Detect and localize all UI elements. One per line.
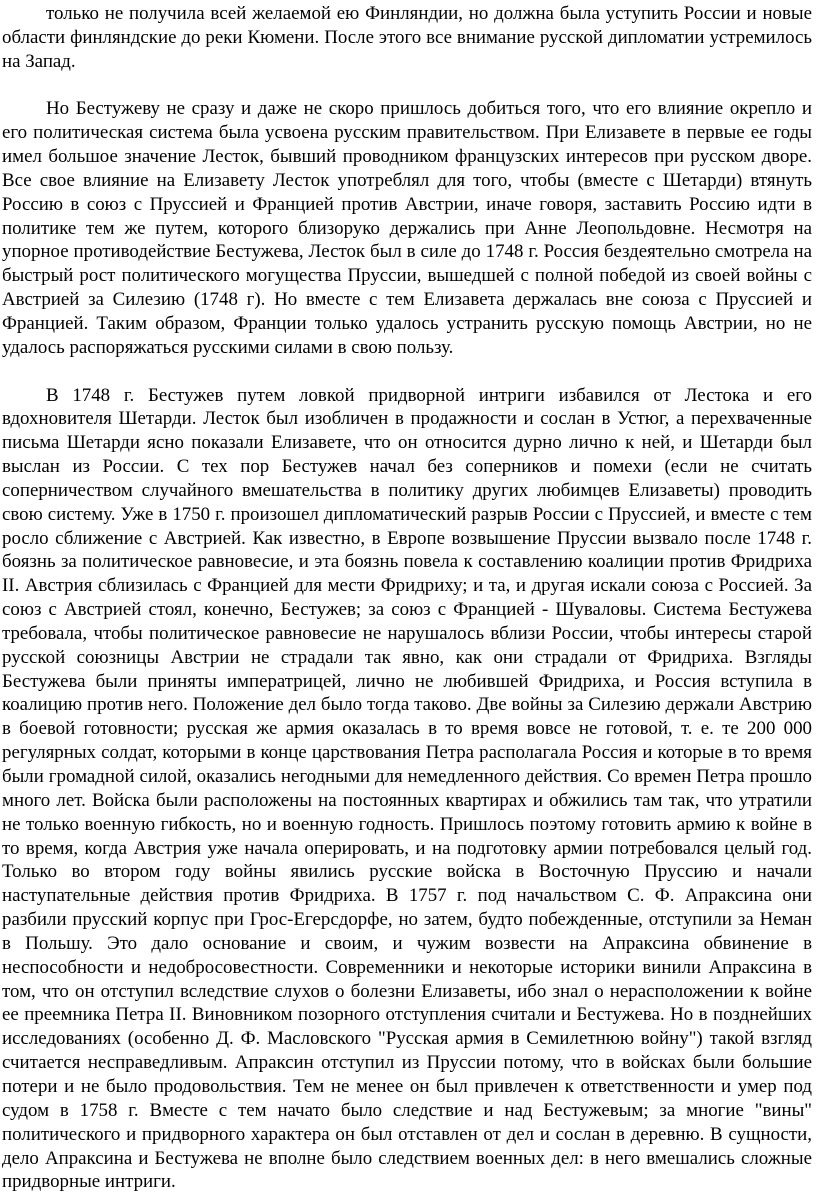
paragraph-1748: В 1748 г. Бестужев путем ловкой придворной интриги избавился от Лестока и его вдохновителя Шетарди. Лесток был изобличен в продажности и сослан в Устюг, а перехваченные письма Шетарди ясно показали Елизавете, что он относится дурно лично к ней, и Шетарди был выслан из России. С тех пор Бестужев начал без соперников и помехи (если не считать соперничеством случайного вмешательства в политику других любимцев Елизаветы) проводить свою систему. Уже в 1750 г. произошел дипломатический разрыв России с Пруссией, и вместе с тем росло сближение с Австрией. Как известно, в Европе возвышение Пруссии вызвало после 1748 г. боязнь за политическое равновесие, и эта боязнь повела к составлению коалиции против Фридриха II. Австрия сблизилась с Францией для мести Фридриху; и та, и другая искали союза с Россией. За союз с Австрией стоял, конечно, Бестужев; за союз с Францией - Шуваловы. Система Бестужева требовала, чтобы политическое равновесие не нарушалось вблизи России, чтобы интересы старой русской союзницы Австрии не страдали так явно, как они страдали от Фридриха. Взгляды Бестужева были приняты императрицей, лично не любившей Фридриха, и Россия вступила в коалицию против него. Положение дел было тогда таково. Две войны за Силезию держали Австрию в боевой готовности; русская же армия оказалась в то время вовсе не готовой, т. е. те 200 000 регулярных солдат, которыми в конце царствования Петра располагала Россия и которые в то время были громадной силой, оказались негодными для немедленного действия. Со времен Петра прошло много лет. Войска были расположены на постоянных квартирах и обжились там так, что утратили не только военную гибкость, но и военную годность. Пришлось поэтому готовить армию к войне в то время, когда Австрия уже начала оперировать, и на подготовку армии потребовался целый год. Только во втором году войны явились русские войска в Восточную Пруссию и начали наступательные действия против Фридриха. В 1757 г. под начальством С. Ф. Апраксина они разбили прусский корпус при Грос-Егерсдорфе, но затем, будто побежденные, отступили за Неман в Польшу. Это дало основание и своим, и чужим возвести на Апраксина обвинение в неспособности и недобросовестности. Современники и некоторые историки винили Апраксина в том, что он отступил вследствие слухов о болезни Елизаветы, ибо знал о нерасположении к войне ее преемника Петра II. Виновником позорного отступления считали и Бестужева. Но в позднейших исследованиях (особенно Д. Ф. Масловского "Русская армия в Семилетнюю войну") такой взгляд считается несправедливым. Апраксин отступил из Пруссии потому, что в войсках были большие потери и не было продовольствия. Тем не менее он был привлечен к ответственности и умер под судом в 1758 г. Вместе с тем начато было следствие и над Бестужевым; за многие "вины" политического и придворного характера он был отставлен от дел и сослан в деревню. В сущности, дело Апраксина и Бестужева не вполне было следствием военных дел: в него вмешались сложные придворные интриги.	[2, 384, 812, 1194]
paragraph-continuation: только не получила всей желаемой ею Финляндии, но должна была уступить России и новые области финляндские до реки Кюмени. После этого все внимание русской дипломатии устремилось на Запад.	[2, 2, 812, 74]
paragraph-lestok: Но Бестужеву не сразу и даже не скоро пришлось добиться того, что его влияние окрепло и его политическая система была усвоена русским правительством. При Елизавете в первые ее годы имел большое значение Лесток, бывший проводником французских интересов при русском дворе. Все свое влияние на Елизавету Лесток употреблял для того, чтобы (вместе с Шетарди) втянуть Россию в союз с Пруссией и Францией против Австрии, иначе говоря, заставить Россию идти в политике тем же путем, которого близоруко держались при Анне Леопольдовне. Несмотря на упорное противодействие Бестужева, Лесток был в силе до 1748 г. Россия бездеятельно смотрела на быстрый рост политического могущества Пруссии, вышедшей с полной победой из своей войны с Австрией за Силезию (1748 г). Но вместе с тем Елизавета держалась вне союза с Пруссией и Францией. Таким образом, Франции только удалось устранить русскую помощь Австрии, но не удалось распоряжаться русскими силами в свою пользу.	[2, 97, 812, 359]
